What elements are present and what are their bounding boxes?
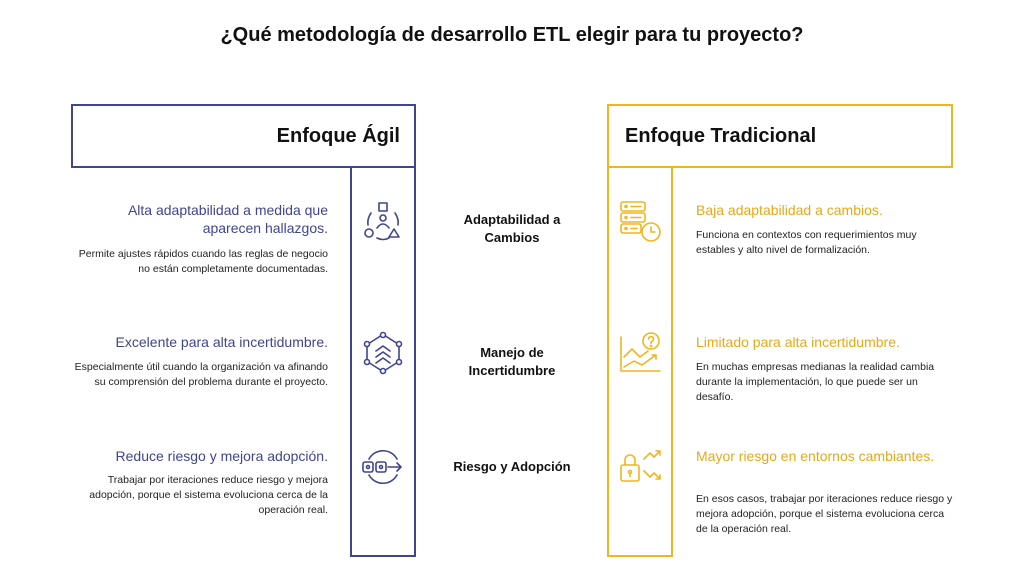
traditional-row-3-text: En esos casos, trabajar por iteraciones reduce riesgo y mejora adopción, porque el sistema evoluciona cerca de la operación real. (696, 493, 953, 535)
agile-row-3-text: Trabajar por iteraciones reduce riesgo y mejora adopción, porque el sistema evoluciona cerca de la operación real. (89, 474, 328, 516)
agile-row-1-text: Permite ajustes rápidos cuando las reglas de negocio no están completamente documentadas. (78, 248, 328, 275)
lock-arrows-icon (618, 445, 662, 489)
agile-row-3-heading: Reduce riesgo y mejora adopción. (115, 448, 328, 464)
chart-question-icon (618, 331, 662, 375)
shapes-person-icon (361, 199, 405, 243)
traditional-row-1-heading: Baja adaptabilidad a cambios. (696, 202, 883, 218)
agile-row-1-heading: Alta adaptabilidad a medida que aparecen hallazgos. (127, 202, 328, 236)
category-risk-adoption: Riesgo y Adopción (453, 459, 571, 474)
network-chevrons-icon (361, 331, 405, 375)
traditional-header: Enfoque Tradicional (607, 104, 953, 168)
traditional-row-2-heading: Limitado para alta incertidumbre. (696, 334, 900, 350)
traditional-row-3-heading: Mayor riesgo en entornos cambiantes. (696, 448, 935, 464)
agile-row-2-heading: Excelente para alta incertidumbre. (115, 334, 328, 350)
category-adaptability: Adaptabilidad a Cambios (463, 212, 561, 245)
agile-row-2-text: Especialmente útil cuando la organización va afinando su comprensión del problema durante el proyecto. (74, 361, 328, 388)
page-title: ¿Qué metodología de desarrollo ETL elegir para tu proyecto? (220, 24, 804, 46)
server-clock-icon (618, 199, 662, 243)
category-uncertainty: Manejo de Incertidumbre (468, 345, 556, 378)
agile-header: Enfoque Ágil (71, 104, 416, 168)
traditional-row-1-text: Funciona en contextos con requerimientos muy estables y alto nivel de formalización. (696, 229, 917, 256)
traditional-row-2-text: En muchas empresas medianas la realidad cambia durante la implementación, lo que puede ser un desafío. (696, 361, 935, 403)
cycle-arrow-icon (361, 445, 405, 489)
